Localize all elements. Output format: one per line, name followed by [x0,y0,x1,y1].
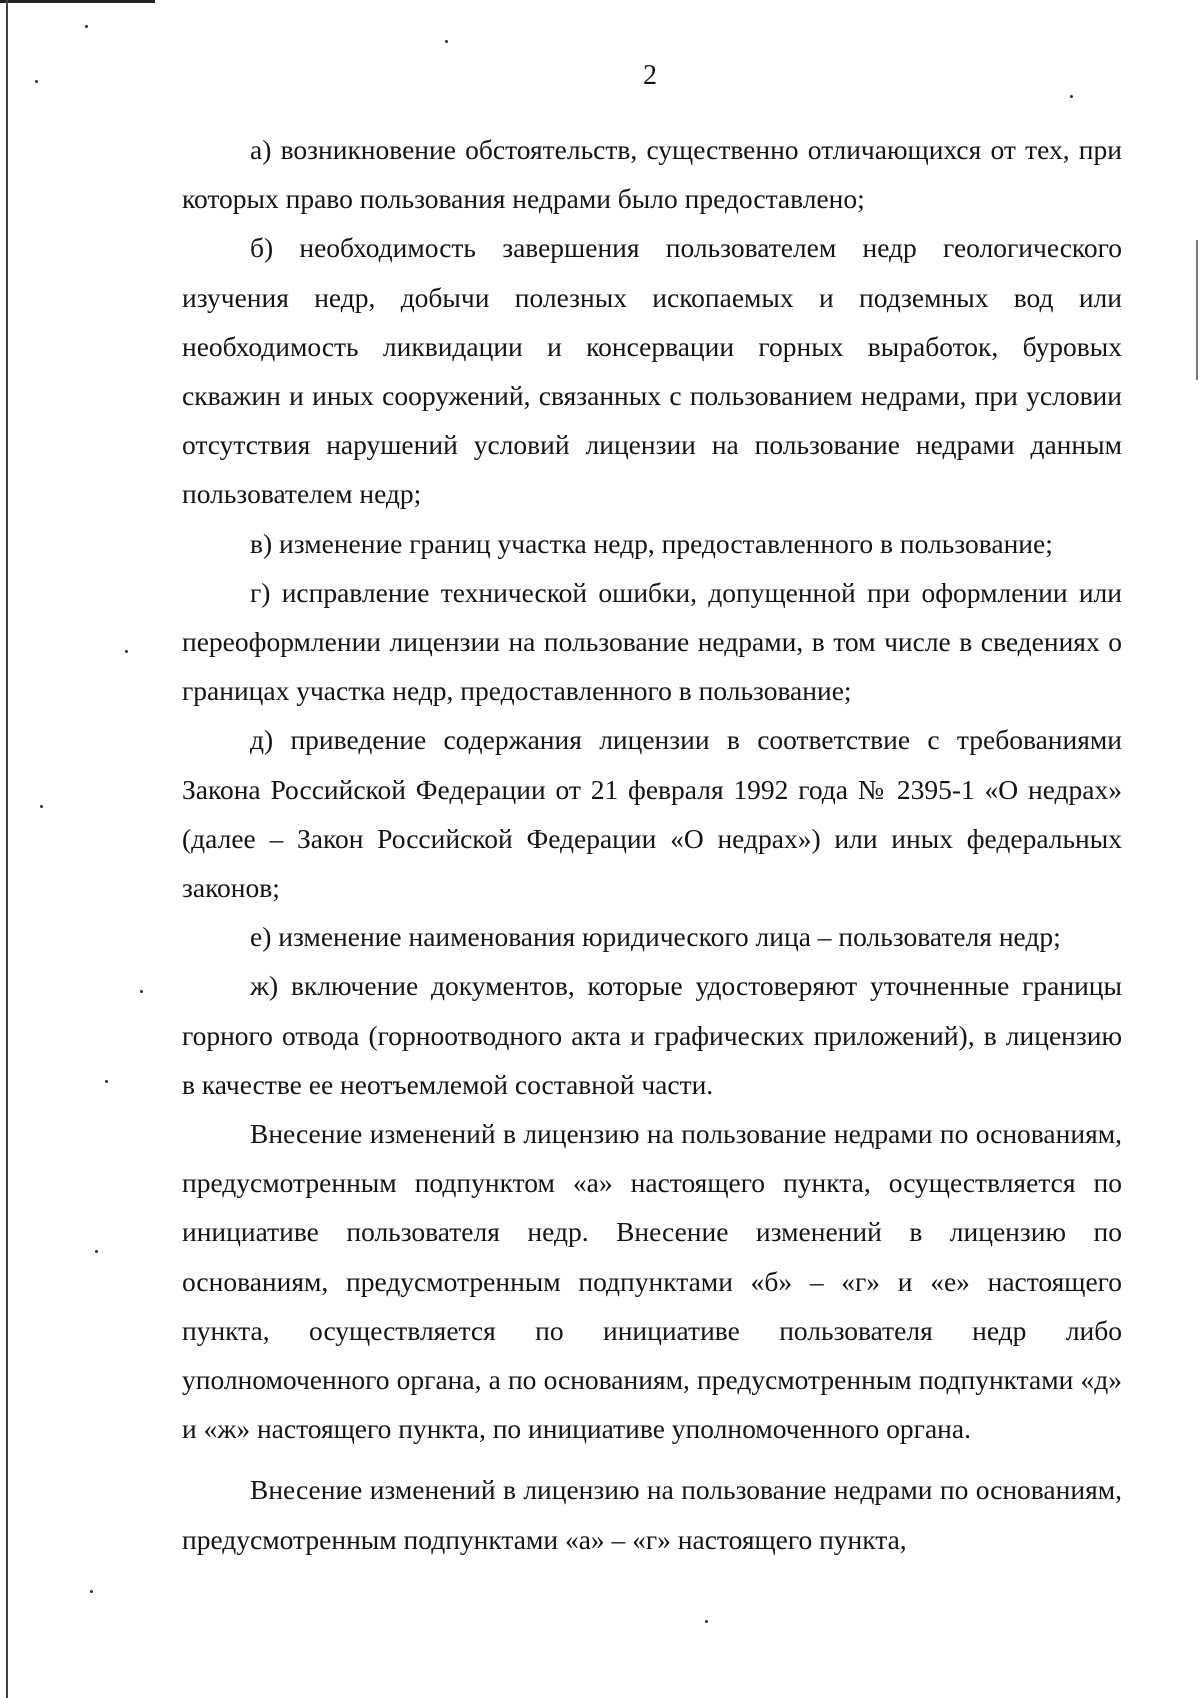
paragraph-item-d: д) приведение содержания лицензии в соответствие с требованиями Закона Российской Федерации от 21 февраля 1992 года № 2395-1 «О недрах» (далее – Закон Российской Федерации «О недрах») или иных федеральных законов; [182,724,1122,904]
paragraph-continuation: Внесение изменений в лицензию на пользование недрами по основаниям, предусмотренным подпунктами «а» – «г» настоящего пункта, [182,1474,1122,1555]
scan-edge-right [1196,240,1198,380]
document-body [182,125,1122,1564]
paragraph-item-g: г) исправление технической ошибки, допущенной при оформлении или переоформлении лицензии на пользование недрами, в том числе в сведениях о границах участка недр, предоставленного в пользование; [182,576,1122,707]
paragraph-item-b: б) необходимость завершения пользователем недр геологического изучения недр, добычи полезных ископаемых и подземных вод или необходимость ликвидации и консервации горных выработок, буровых скважин и иных сооружений, связанных с пользованием недрами, при условии отсутствия нарушений условий лицензии на пользование недрами данным пользователем недр; [182,232,1122,510]
scan-edge-top [0,0,155,3]
paragraph-item-zh: ж) включение документов, которые удостоверяют уточненные границы горного отвода (горноотводного акта и графических приложений), в лицензию в качестве ее неотъемлемой составной части. [182,970,1122,1100]
scan-speck [85,25,88,28]
scan-speck [105,1080,108,1083]
scan-speck [95,1250,98,1253]
scan-speck [1070,95,1073,98]
scan-speck [140,990,143,993]
scan-speck [90,1590,93,1593]
paragraph-initiative: Внесение изменений в лицензию на пользование недрами по основаниям, предусмотренным подпунктом «а» настоящего пункта, осуществляется по инициативе пользователя недр. Внесение изменений в лицензию по основаниям, предусмотренным подпунктами «б» – «г» и «е» настоящего пункта, осуществляется по инициативе пользователя недр либо уполномоченного органа, а по основаниям, предусмотренным подпунктами «д» и «ж» настоящего пункта, по инициативе уполномоченного органа. [182,1118,1122,1445]
scan-speck [40,805,43,808]
paragraph-item-a: а) возникновение обстоятельств, существенно отличающихся от тех, при которых право пользования недрами было предоставлено; [182,134,1122,215]
scan-edge-left [6,0,8,1698]
paragraph-item-v: в) изменение границ участка недр, предоставленного в пользование; [250,527,1053,559]
paragraph-item-e: е) изменение наименования юридического лица – пользователя недр; [250,921,1061,953]
scan-speck [705,1620,708,1623]
scan-speck [445,40,448,43]
page-number: 2 [643,60,657,91]
scan-speck [125,650,128,653]
